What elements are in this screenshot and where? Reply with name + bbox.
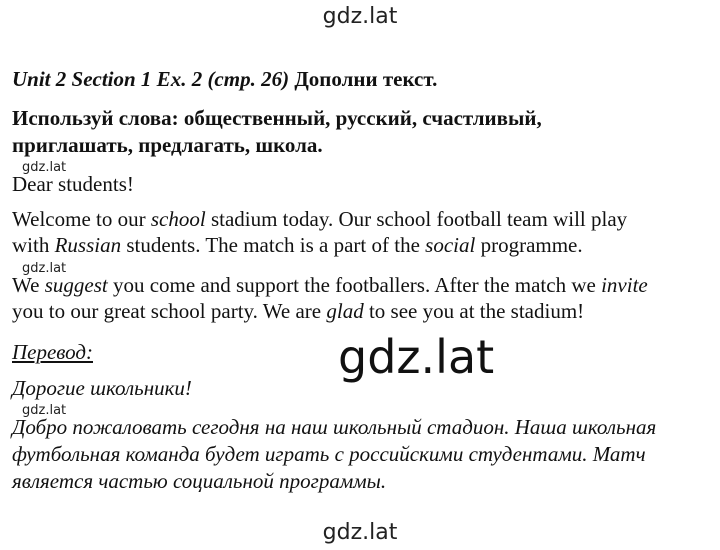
text-run: We: [12, 273, 45, 297]
exercise-title: [12, 67, 437, 92]
filled-word-social: social: [425, 233, 476, 257]
english-paragraph-2-line-2: [12, 299, 584, 324]
instruction-line-2: приглашать, предлагать, школа.: [12, 133, 323, 157]
text-run: Welcome to our: [12, 207, 151, 231]
watermark-bottom: gdz.lat: [322, 520, 398, 545]
exercise-reference: Unit 2 Section 1 Ex. 2 (стр. 26): [12, 67, 290, 91]
watermark-top: gdz.lat: [322, 4, 398, 29]
translation-greeting: Дорогие школьники!: [12, 376, 192, 400]
filled-word-school: school: [150, 207, 206, 231]
text-run: to see you at the stadium!: [363, 299, 585, 323]
filled-word-russian: Russian: [54, 233, 122, 257]
english-paragraph-2-line-1: [12, 273, 648, 298]
filled-word-glad: glad: [326, 299, 364, 323]
watermark-small-1: gdz.lat: [22, 160, 67, 175]
watermark-center: gdz.lat: [338, 330, 495, 384]
text-run: students. The match is a part of the: [121, 233, 426, 257]
translation-line-3: является частью социальной программы.: [12, 469, 387, 493]
english-paragraph-1-line-1: [12, 207, 627, 232]
english-greeting: Dear students!: [12, 172, 134, 196]
exercise-task: Дополни текст.: [289, 67, 438, 91]
english-paragraph-1-line-2: [12, 233, 583, 258]
text-run: stadium today. Our school football team will play: [205, 207, 628, 231]
watermark-small-3: gdz.lat: [22, 403, 67, 418]
text-run: you to our great school party. We are: [12, 299, 327, 323]
translation-line-1: Добро пожаловать сегодня на наш школьный стадион. Наша школьная: [12, 415, 657, 439]
text-run: you come and support the footballers. After the match we: [107, 273, 602, 297]
translation-heading: Перевод:: [12, 340, 93, 364]
text-run: programme.: [475, 233, 583, 257]
watermark-small-2: gdz.lat: [22, 261, 67, 276]
filled-word-invite: invite: [601, 273, 648, 297]
text-run: with: [12, 233, 55, 257]
translation-line-2: футбольная команда будет играть с российскими студентами. Матч: [12, 442, 646, 466]
instruction-line-1: Используй слова: общественный, русский, счастливый,: [12, 106, 542, 130]
filled-word-suggest: suggest: [44, 273, 108, 297]
